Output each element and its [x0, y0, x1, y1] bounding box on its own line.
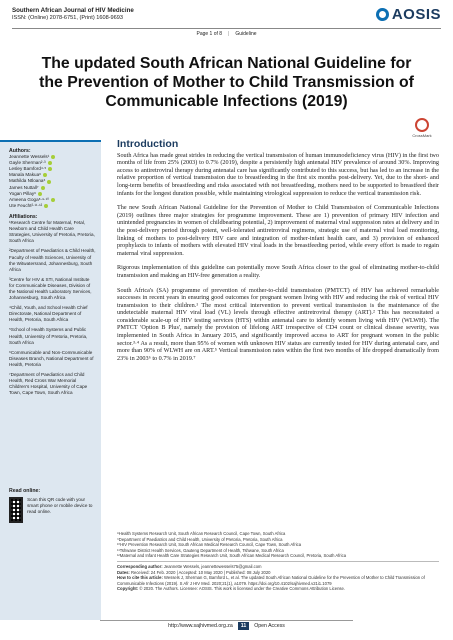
read-online-text: Scan this QR code with your smart phone or mobile device to read online. — [27, 497, 93, 514]
read-online-heading: Read online: — [9, 488, 41, 494]
author-name-text: James Nuttall⁷ — [9, 184, 39, 190]
crossmark-label: CrossMark — [412, 133, 432, 138]
affiliation-item: ⁴Child, Youth, and School Health Chief Directorate, National Department of Health, Pretoria, South Africa — [9, 305, 88, 323]
article-title: The updated South African National Guideline for the Prevention of Mother to Child Transmission of Communicable Infections (2019) — [39, 55, 414, 110]
author-name-text: Gayle Sherman²·³ — [9, 160, 46, 166]
author-name-text: Ameena Goga⁸·⁹·¹⁰ — [9, 196, 49, 202]
issn-line: ISSN: (Online) 2078-6751, (Print) 1608-9693 — [12, 15, 124, 21]
crossmark-icon — [415, 118, 429, 132]
author-name-text: Mathilda Ntloana⁶ — [9, 178, 46, 184]
copyright — [117, 586, 439, 592]
paragraph-1: South Africa has made great strides in reducing the vertical transmission of human immunodeficiency virus (HIV) in the first two months of life from 25% (2003) to 0.7% (2019), despite a persistently high antenatal HIV prevalence of around 30%. Improving access to antiretroviral therapy during antenatal care has significantly contributed to this success, but has led to an increase in the relative proportion of vertical transmission due to breastfeeding in the first six months post-delivery. Yet, due to the short- and long-term benefits of breastfeeding and risks associated with not breastfeeding, mothers need to be supported to breastfeed their infants for the longest duration possible, while maintaining virological suppression to reduce the vertical transmission risk. — [117, 151, 439, 197]
corr-label: Corresponding author: — [117, 563, 163, 569]
author-sidebar — [0, 140, 101, 528]
author-name-text: Yogan Pillay⁶ — [9, 190, 37, 196]
orcid-icon[interactable] — [51, 155, 55, 159]
affiliation-item: ²Department of Paediatrics & Child Health, Faculty of Health Sciences, University of the Witwatersrand, Johannesburg, South Africa — [9, 248, 96, 272]
footnotes — [117, 531, 439, 592]
paragraph-3: Rigorous implementation of this guideline can potentially move South Africa closer to the goal of eliminating mother-to-child transmission and making an HIV-free generation a reality. — [117, 264, 439, 279]
page-bar — [0, 30, 453, 38]
orcid-icon[interactable] — [51, 198, 55, 202]
author-name-text: Lesley Bamford⁴·⁵ — [9, 166, 47, 172]
orcid-icon[interactable] — [47, 180, 51, 184]
extra-affiliation-line: ⁸Health Systems Research Unit, South African Research Council, Cape Town, South Africa — [117, 531, 286, 536]
affiliation-list — [9, 220, 96, 396]
extra-affiliations — [117, 531, 439, 559]
cite-value[interactable]: Wessels J, Sherman G, Bamford L, et al. The updated South African National Guideline for the Prevention of Mother to Child Transmission of Communicable Infections (2019). S Afr J HIV Med. 2020;21(1), a1079. https://doi.org/10.4102/sajhivmed.v21i1.1079 — [117, 575, 425, 586]
page-footer — [0, 622, 453, 630]
dates-value: Received: 24 Feb. 2020 | Accepted: 10 May 2020 | Published: 08 July 2020 — [130, 569, 271, 575]
author-name — [9, 203, 96, 209]
author-name-text: Manala Makua⁶ — [9, 172, 42, 178]
cite-label: How to cite this article: — [117, 575, 163, 581]
copyright-label: Copyright: — [117, 586, 139, 592]
extra-affiliation-line: ¹¹Tshwane District Health Services, Gauteng Department of Health, Tshwane, South Africa — [117, 547, 284, 553]
orcid-icon[interactable] — [48, 167, 52, 171]
aosis-logo-icon — [376, 8, 389, 21]
affiliation-item: ⁵School of Health Systems and Public Health, University of Pretoria, Pretoria, South Africa — [9, 327, 88, 345]
footer-rule — [100, 620, 353, 621]
paragraph-2: The new South African National Guideline for the Prevention of Mother to Child Transmission of Communicable Infections (2019) outlines three major strategies for programme improvement. These are 1) prevention of primary HIV infection and unintended pregnancies in women of childbearing potential, 2) improvement of maternal viral suppression rates at delivery and in the post-delivery period through potent, well-tolerated antiretroviral regimens, strategic use of maternal viral load monitoring, linking of mothers to post-delivery HIV care and integration of mother-infant health care, and 3) provision of enhanced prophylaxis to infants of mothers with elevated HIV viral loads in the breastfeeding period, while every effort is made to regain maternal viral suppression. — [117, 204, 439, 257]
header-rule — [12, 28, 441, 29]
main-body — [117, 138, 439, 369]
dates-label: Dates: — [117, 569, 130, 575]
affiliation-item: ⁷Department of Paediatrics and Child Health, Red Cross War Memorial Children's Hospital, University of Cape Town, Cape Town, South Africa — [9, 372, 88, 396]
section-heading: Introduction — [117, 138, 179, 150]
citation — [117, 575, 439, 586]
crossmark-badge[interactable] — [409, 118, 435, 138]
qr-code-icon[interactable] — [9, 497, 23, 523]
orcid-icon[interactable] — [48, 161, 52, 165]
page-of: Page 1 of 8 — [196, 31, 223, 37]
notes-rule — [117, 561, 439, 562]
orcid-icon[interactable] — [43, 173, 47, 177]
extra-affiliation-line: ¹⁰HIV Prevention Research Unit, South African Medical Research Council, Cape Town, South Africa — [117, 542, 302, 548]
journal-name: Southern African Journal of HIV Medicine — [12, 7, 134, 14]
orcid-icon[interactable] — [41, 186, 45, 190]
affiliation-item: ⁶Communicable and Non-Communicable Diseases Branch, National Department of Health, Pretoria — [9, 349, 94, 367]
affiliations-heading: Affiliations: — [9, 213, 38, 220]
publisher-logo — [376, 6, 441, 23]
extra-affiliation-line: ¹²Maternal and Infant Health Care Strategies Research Unit, South African Medical Research Council, Pretoria, South Africa — [117, 553, 347, 559]
extra-affiliation-line: ⁹Department of Paediatrics and Child Health, University of Pretoria, Pretoria, South Africa — [117, 536, 283, 542]
article-type: Guideline — [235, 31, 257, 37]
author-list — [9, 154, 96, 209]
authors-heading: Authors: — [9, 148, 31, 154]
corr-value[interactable]: Jeannette Wessels, jeannettewessels75@gmail.com — [163, 563, 262, 569]
qr-row — [9, 497, 96, 523]
orcid-icon[interactable] — [38, 192, 42, 196]
open-access: Open Access — [254, 623, 285, 629]
logo-text: AOSIS — [391, 6, 441, 23]
read-online-box — [0, 488, 101, 620]
affiliation-item: ¹Research Centre for Maternal, Fetal, Newborn and Child Health Care Strategies, University of Pretoria, Pretoria, South Africa — [9, 220, 95, 244]
affiliation-item: ³Centre for HIV & STI, National Institute for Communicable Diseases, Division of the National Health Laboratory Services, Johannesburg, South Africa — [9, 276, 92, 301]
page-number: 11 — [238, 622, 249, 630]
author-name-text: Jeannette Wessels¹ — [9, 154, 50, 160]
orcid-icon[interactable] — [44, 204, 48, 208]
copyright-value: © 2020. The Authors. Licensee: AOSIS. This work is licensed under the Creative Commons Attribution License. — [139, 586, 346, 592]
author-name-text: Ute Feucht²·¹¹·¹² — [9, 202, 43, 208]
page-bar-separator: | — [228, 31, 230, 37]
paragraph-4: South Africa's (SA) programme of prevention of mother-to-child transmission (PMTCT) of HIV has achieved remarkable successes in recent years in ensuring good outcomes for pregnant women living with HIV and reducing the risk of vertical HIV transmission to their children.¹ The most critical intervention to prevent vertical transmission is the maintenance of the undetectable maternal HIV viral load (VL) levels through effective antiretroviral therapy (ART).² This has necessitated a considerable scale-up of HIV testing services (HTS) within antenatal care to identify women living with HIV (WLWH). The PMTCT 'Option B Plus', namely the provision of lifelong ART irrespective of CD4 count or clinical disease severity, was implemented in South Africa in January 2015, and significantly improved access to ART for pregnant women in the public sector.³·⁴ As a result, more than 95% of women with unknown HIV status are currently tested for HIV during antenatal care, and more than 90% of WLWH are on ART.⁵ Vertical transmission rates within the first two months of life dropped dramatically from 23% in 2003⁶ to 0.7% in 2019.⁷ — [117, 286, 439, 362]
footer-url[interactable]: http://www.sajhivmed.org.za — [168, 623, 233, 629]
